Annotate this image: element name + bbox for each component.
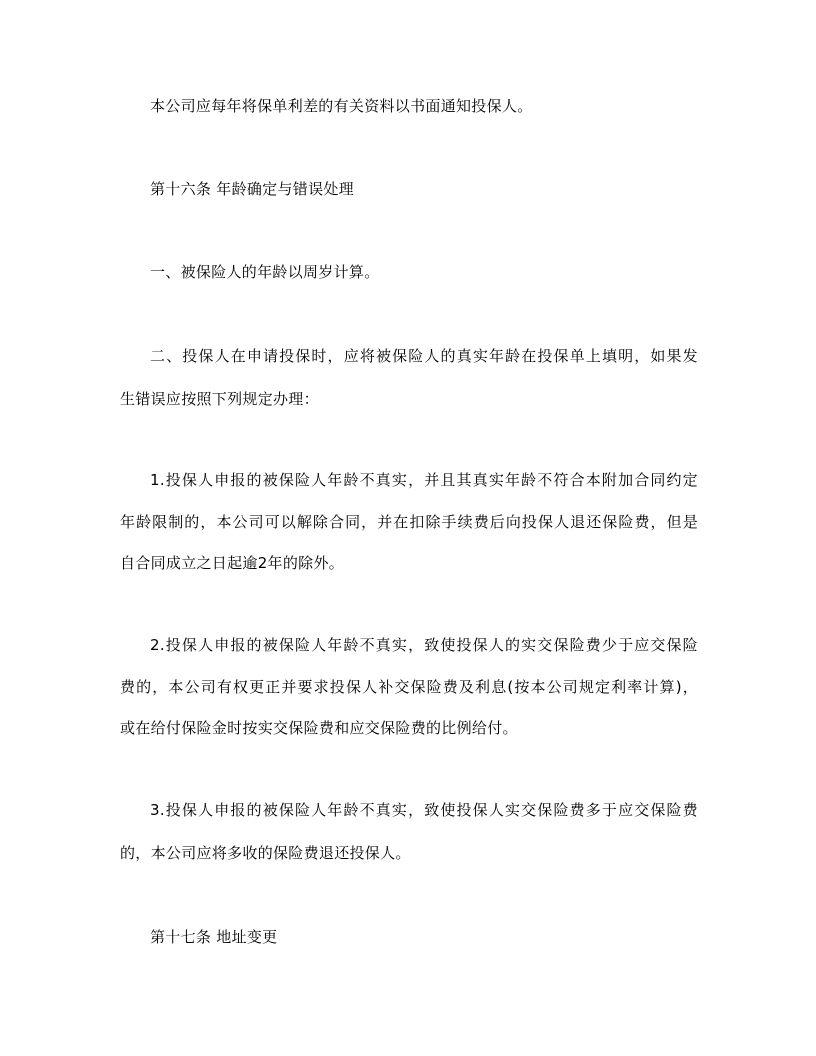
item-1-line-1: 1.投保人申报的被保险人年龄不真实，并且其真实年龄不符合本附加合同约定 [150,471,698,489]
item-1-line-3: 自合同成立之日起逾2年的除外。 [120,554,345,572]
clause-2-line-2: 生错误应按照下列规定办理： [120,390,319,408]
item-3-line-2: 的，本公司应将多收的保险费退还投保人。 [120,844,411,862]
item-2-line-2: 费的，本公司有权更正并要求投保人补交保险费及利息(按本公司规定利率计算)， [120,678,698,696]
item-2-line-3: 或在给付保险金时按实交保险费和应交保险费的比例给付。 [120,719,518,737]
heading-article-17: 第十七条 地址变更 [150,928,278,946]
paragraph-profit-notice: 本公司应每年将保单利差的有关资料以书面通知投保人。 [150,97,533,115]
clause-2-line-1: 二、投保人在申请投保时，应将被保险人的真实年龄在投保单上填明，如果发 [150,347,698,365]
item-1-line-2: 年龄限制的，本公司可以解除合同，并在扣除手续费后向投保人退还保险费，但是 [120,513,698,531]
item-2-line-1: 2.投保人申报的被保险人年龄不真实，致使投保人的实交保险费少于应交保险 [150,636,698,654]
heading-article-16: 第十六条 年龄确定与错误处理 [150,180,354,198]
item-3-line-1: 3.投保人申报的被保险人年龄不真实，致使投保人实交保险费多于应交保险费 [150,801,698,819]
clause-1-age-calculation: 一、被保险人的年龄以周岁计算。 [150,263,380,281]
